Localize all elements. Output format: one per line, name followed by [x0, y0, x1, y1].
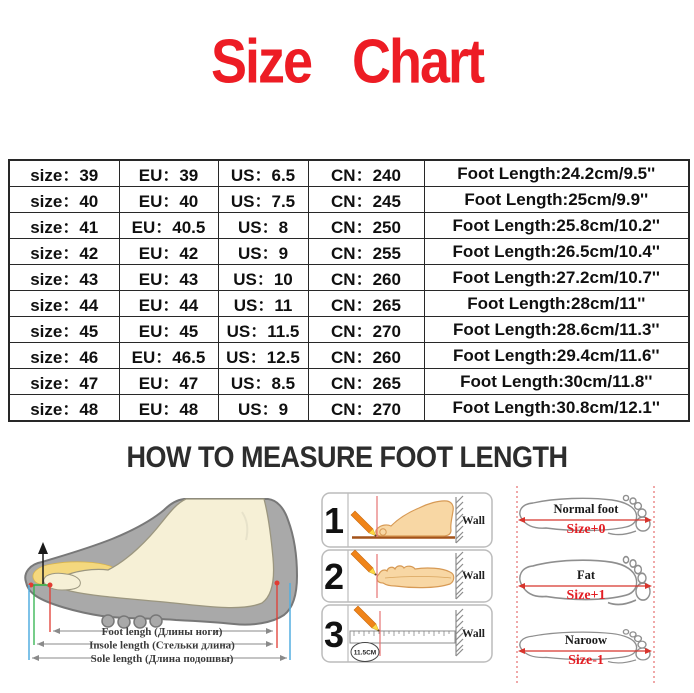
cell-cn: CN：240: [308, 160, 424, 187]
table-row: [9, 291, 689, 317]
cell-eu: EU：44: [119, 291, 218, 317]
cell-cn: CN：270: [308, 317, 424, 343]
table-row: [9, 160, 689, 187]
cell-size: size：47: [9, 369, 119, 395]
cell-cn: CN：245: [308, 187, 424, 213]
page-title: Size Chart: [210, 27, 484, 97]
wall-label-1: Wall: [462, 515, 486, 527]
cell-eu: EU：48: [119, 395, 218, 422]
step-3-number: 3: [323, 614, 345, 655]
foot-type-size: Size+0: [566, 522, 606, 537]
step-1: [322, 493, 492, 547]
foot-type-narrow: [518, 630, 652, 668]
cell-us: US：8.5: [218, 369, 308, 395]
measure-heading: HOW TO MEASURE FOOT LENGTH: [126, 441, 568, 474]
cell-eu: EU：42: [119, 239, 218, 265]
cell-cn: CN：250: [308, 213, 424, 239]
table-row: [9, 317, 689, 343]
cell-foot-length: Foot Length:29.4cm/11.6'': [424, 343, 689, 369]
cell-size: size：41: [9, 213, 119, 239]
cell-foot-length: Foot Length:25.8cm/10.2'': [424, 213, 689, 239]
cell-foot-length: Foot Length:28cm/11'': [424, 291, 689, 317]
cell-size: size：43: [9, 265, 119, 291]
sole-length-label: Sole length (Длина подошвы): [90, 653, 234, 665]
foot-type-name: Normal foot: [553, 502, 619, 516]
shoe-cross-section-diagram: [0, 480, 320, 693]
cell-us: US：12.5: [218, 343, 308, 369]
cell-eu: EU：45: [119, 317, 218, 343]
cell-eu: EU：39: [119, 160, 218, 187]
big-toe: [380, 529, 386, 535]
cell-foot-length: Foot Length:25cm/9.9'': [424, 187, 689, 213]
measurement-value: 11.5CM: [353, 649, 377, 657]
cell-eu: EU：40.5: [119, 213, 218, 239]
step-2: [322, 550, 492, 602]
foot-type-size: Size-1: [568, 653, 604, 668]
cell-eu: EU：46.5: [119, 343, 218, 369]
foot-type-fat: [518, 557, 652, 605]
foot-type-name: Naroow: [564, 633, 608, 647]
cell-cn: CN：265: [308, 369, 424, 395]
foot-type-normal: [518, 495, 652, 537]
size-table-body: [9, 160, 689, 421]
table-row: [9, 239, 689, 265]
size-chart-table: [8, 159, 690, 422]
table-row: [9, 187, 689, 213]
foot-type-name: Fat: [576, 568, 596, 582]
cell-us: US：7.5: [218, 187, 308, 213]
cell-size: size：46: [9, 343, 119, 369]
cell-foot-length: Foot Length:24.2cm/9.5'': [424, 160, 689, 187]
cell-us: US：9: [218, 395, 308, 422]
cell-eu: EU：43: [119, 265, 218, 291]
cell-us: US：6.5: [218, 160, 308, 187]
cell-us: US：9: [218, 239, 308, 265]
foot-type-size: Size+1: [566, 588, 606, 603]
insole-length-label: Insole length (Стельки длина): [89, 639, 235, 652]
table-row: [9, 369, 689, 395]
cell-cn: CN：260: [308, 265, 424, 291]
cell-cn: CN：270: [308, 395, 424, 422]
cell-us: US：8: [218, 213, 308, 239]
cell-size: size：40: [9, 187, 119, 213]
step-2-number: 2: [323, 556, 345, 597]
cell-size: size：45: [9, 317, 119, 343]
cell-size: size：44: [9, 291, 119, 317]
cell-us: US：10: [218, 265, 308, 291]
wall-label-2: Wall: [462, 570, 486, 582]
cell-cn: CN：260: [308, 343, 424, 369]
cell-size: size：48: [9, 395, 119, 422]
measuring-steps-panel: [315, 480, 505, 693]
table-row: [9, 343, 689, 369]
foot-length-label: Foot lengh (Длины ноги): [101, 626, 223, 638]
cell-eu: EU：47: [119, 369, 218, 395]
cell-us: US：11.5: [218, 317, 308, 343]
cell-foot-length: Foot Length:30cm/11.8'': [424, 369, 689, 395]
cell-foot-length: Foot Length:30.8cm/12.1'': [424, 395, 689, 422]
foot-types-panel: [500, 480, 694, 693]
cell-eu: EU：40: [119, 187, 218, 213]
cell-foot-length: Foot Length:26.5cm/10.4'': [424, 239, 689, 265]
cell-us: US：11: [218, 291, 308, 317]
cell-size: size：39: [9, 160, 119, 187]
table-row: [9, 395, 689, 422]
cell-size: size：42: [9, 239, 119, 265]
table-row: [9, 213, 689, 239]
cell-foot-length: Foot Length:27.2cm/10.7'': [424, 265, 689, 291]
table-row: [9, 265, 689, 291]
step-1-number: 1: [323, 500, 345, 541]
wall-label-3: Wall: [462, 628, 486, 640]
cell-cn: CN：255: [308, 239, 424, 265]
cell-cn: CN：265: [308, 291, 424, 317]
step-3: [322, 605, 492, 662]
cell-foot-length: Foot Length:28.6cm/11.3'': [424, 317, 689, 343]
